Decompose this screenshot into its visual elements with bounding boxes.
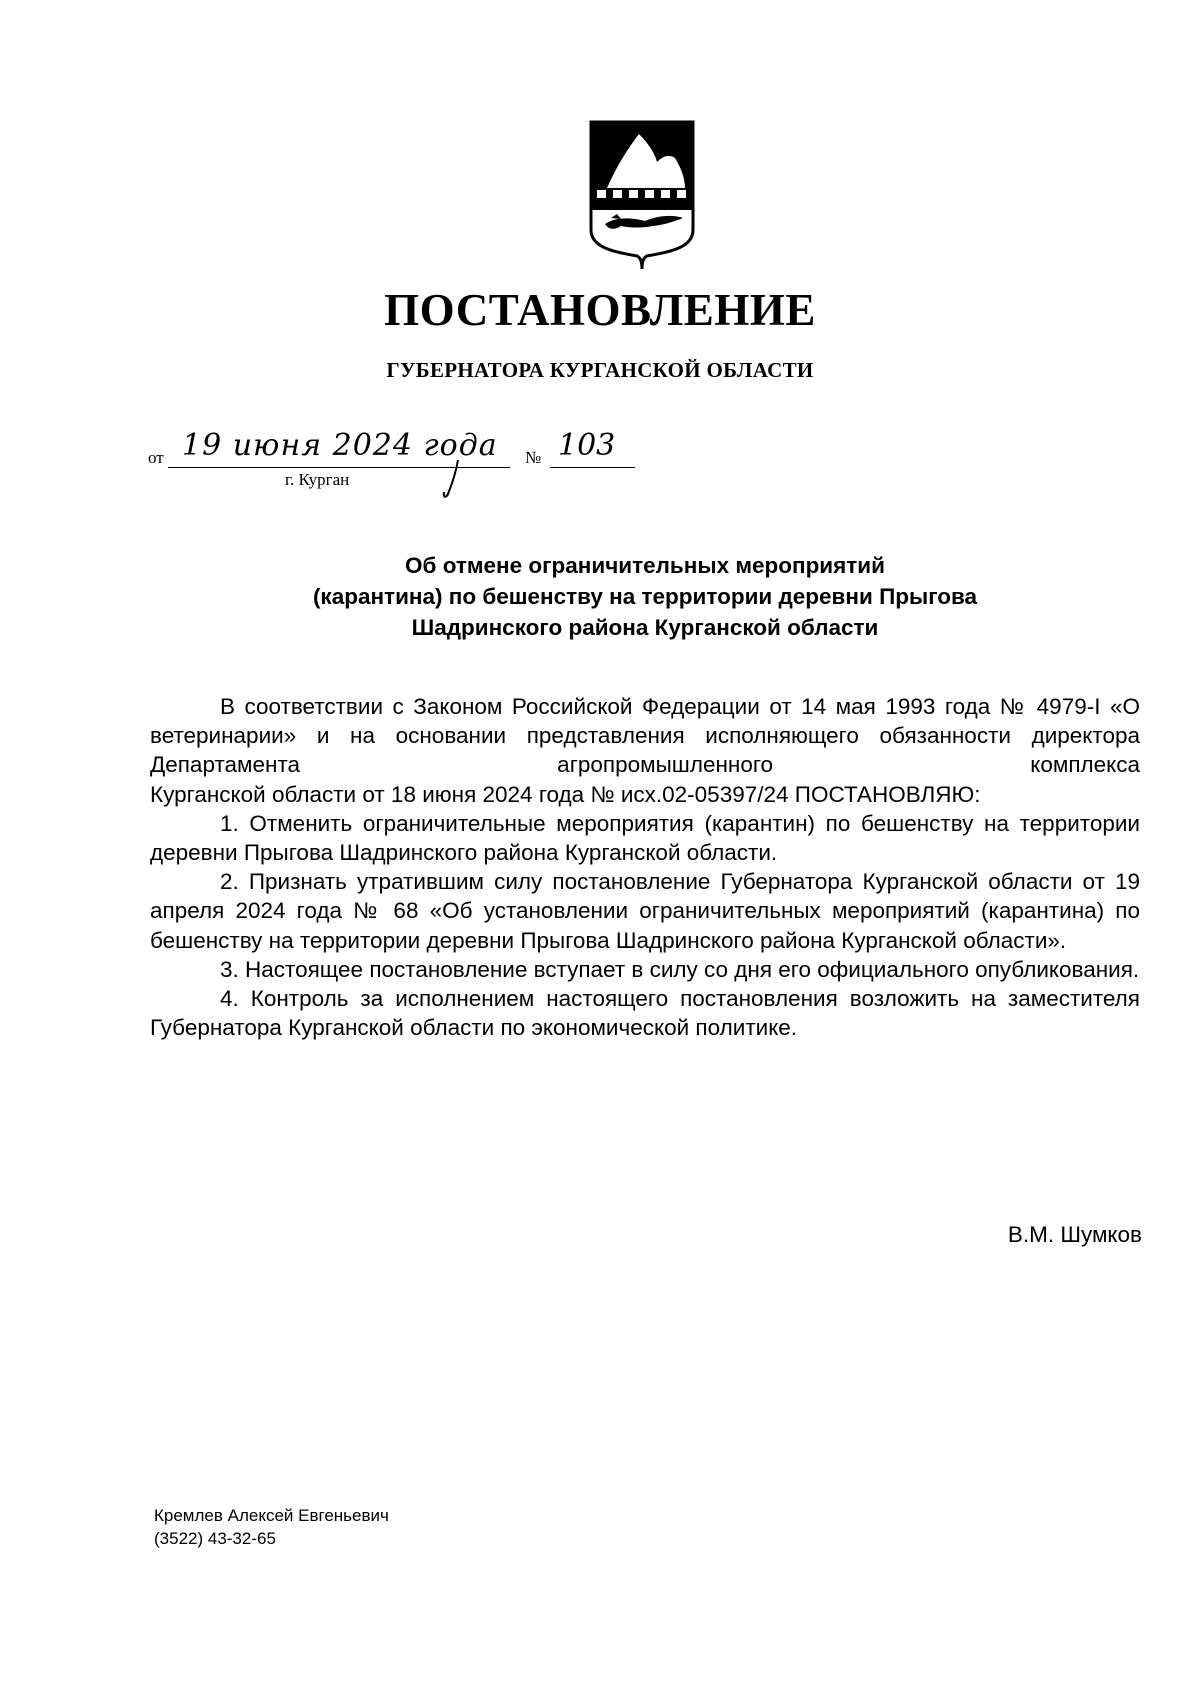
contact-block [154, 1504, 389, 1550]
preamble-paragraph: В соответствии с Законом Российской Федерации от 14 мая 1993 года № 4979-I «О ветеринарии» и на основании представления исполняющего обязанности директора Департамента агропромышленного комплекса [150, 694, 1140, 778]
item-1-paragraph: 1. Отменить ограничительные мероприятия (карантин) по бешенству на территории деревни Прыгова Шадринского района Курганской области. [150, 810, 1140, 866]
document-title [150, 550, 1140, 643]
issuer-heading: ГУБЕРНАТОРА КУРГАНСКОЙ ОБЛАСТИ [386, 358, 814, 382]
signatory-name: В.М. Шумков [1007, 1222, 1142, 1247]
handwritten-date: 19 июня 2024 года [182, 428, 498, 463]
document-body [150, 692, 1140, 1042]
handwriting-stroke [440, 458, 468, 500]
handwritten-number: 103 [558, 428, 616, 463]
date-prefix: от [148, 448, 164, 467]
number-sign: № [525, 448, 542, 467]
number-underline [550, 467, 635, 468]
contact-phone: (3522) 43-32-65 [154, 1529, 276, 1548]
title-line-2: (карантина) по бешенству на территории деревни Прыгова [312, 584, 978, 609]
item-4-paragraph: 4. Контроль за исполнением настоящего постановления возложить на заместителя Губернатора Курганской области по экономической политике. [150, 986, 1140, 1041]
city-label: г. Курган [285, 470, 350, 489]
date-number-line [0, 0, 1200, 520]
item-2-paragraph: 2. Признать утратившим силу постановление Губернатора Курганской области от 19 апреля 2024 года № 68 «Об установлении ограничительных мероприятий (карантина) по бешенству на территории деревни Прыгова Шадринского района Курганской области». [150, 869, 1140, 953]
preamble-paragraph-end: Курганской области от 18 июня 2024 года № исх.02-05397/24 ПОСТАНОВЛЯЮ: [150, 781, 981, 807]
item-3-paragraph: 3. Настоящее постановление вступает в силу со дня его официального опубликования. [220, 956, 1140, 982]
contact-name: Кремлев Алексей Евгеньевич [154, 1506, 389, 1525]
title-line-1: Об отмене ограничительных мероприятий [405, 553, 885, 578]
document-type-heading: ПОСТАНОВЛЕНИЕ [384, 285, 816, 335]
title-line-3: Шадринского района Курганской области [411, 615, 879, 640]
